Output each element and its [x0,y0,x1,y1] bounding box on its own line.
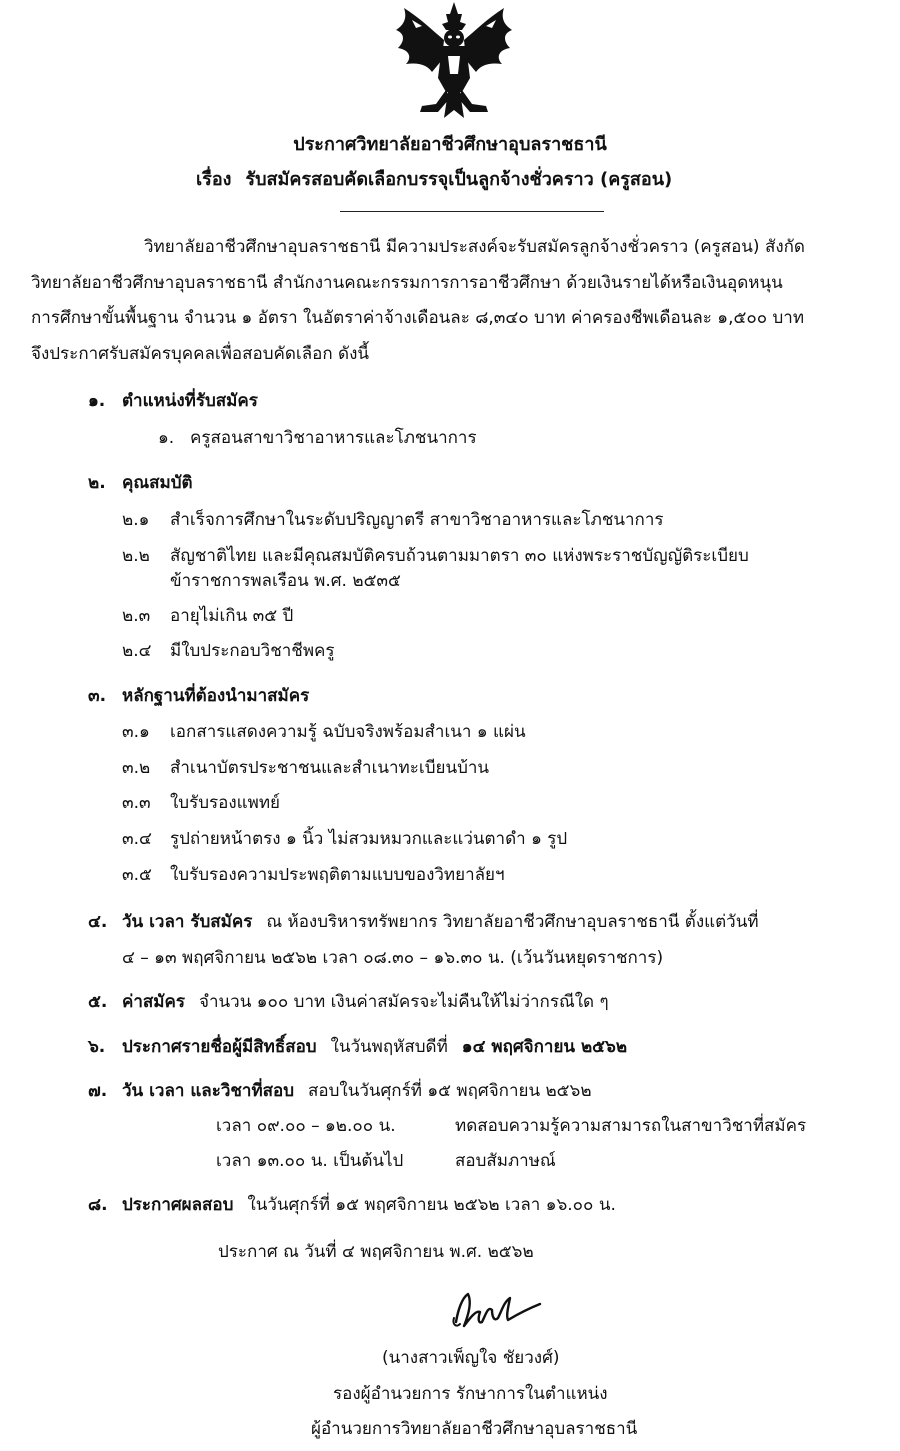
section-6-number: ๖. [88,1037,106,1057]
section-5-title: ค่าสมัคร [122,992,186,1012]
section-7-title: วัน เวลา และวิชาที่สอบ [122,1081,295,1101]
section-6-line [122,1036,627,1058]
s3-item-5-number: ๓.๕ [122,865,152,885]
s1-item-1-text: ครูสอนสาขาวิชาอาหารและโภชนาการ [190,428,477,448]
s2-item-1-number: ๒.๑ [122,510,150,530]
s2-item-2-cont: ข้าราชการพลเรือน พ.ศ. ๒๕๓๕ [170,571,401,591]
section-2-number: ๒. [88,473,106,493]
section-6-text: ในวันพฤหัสบดีที่ [330,1037,448,1057]
s3-item-3-text: ใบรับรองแพทย์ [170,793,280,813]
intro-line-3: การศึกษาขั้นพื้นฐาน จำนวน ๑ อัตรา ในอัตราค่าจ้างเดือนละ ๘,๓๔๐ บาท ค่าครองชีพเดือนละ ๑,๕๐๐ บาท [31,308,805,328]
schedule-2-subject: สอบสัมภาษณ์ [455,1151,556,1171]
s3-item-4-number: ๓.๔ [122,829,152,849]
s3-item-2-text: สำเนาบัตรประชาชนและสำเนาทะเบียนบ้าน [170,758,490,778]
garuda-emblem-icon [392,0,516,122]
schedule-2-time: เวลา ๑๓.๐๐ น. เป็นต้นไป [216,1151,404,1171]
section-8-title: ประกาศผลสอบ [122,1195,234,1215]
s2-item-4-number: ๒.๔ [122,641,152,661]
section-3-title: หลักฐานที่ต้องนำมาสมัคร [122,686,310,706]
s3-item-1-text: เอกสารแสดงความรู้ ฉบับจริงพร้อมสำเนา ๑ แผ่น [170,722,526,742]
section-6-date: ๑๔ พฤศจิกายน ๒๕๖๒ [461,1037,628,1057]
section-6-title: ประกาศรายชื่อผู้มีสิทธิ์สอบ [122,1037,317,1057]
intro-line-1: วิทยาลัยอาชีวศึกษาอุบลราชธานี มีความประสงค์จะรับสมัครลูกจ้างชั่วคราว (ครูสอน) สังกัด [144,237,805,257]
s2-item-3-text: อายุไม่เกิน ๓๕ ปี [170,606,294,626]
section-8-number: ๘. [88,1195,108,1215]
s3-item-4-text: รูปถ่ายหน้าตรง ๑ นิ้ว ไม่สวมหมวกและแว่นตาดำ ๑ รูป [170,829,568,849]
section-4-line [122,911,759,933]
s2-item-3-number: ๒.๓ [122,606,151,626]
section-7-line [122,1080,592,1102]
signer-name: (นางสาวเพ็ญใจ ชัยวงศ์) [382,1348,560,1368]
section-1-title: ตำแหน่งที่รับสมัคร [122,391,258,411]
s2-item-1-text: สำเร็จการศึกษาในระดับปริญญาตรี สาขาวิชาอาหารและโภชนาการ [170,510,664,530]
announce-date: ประกาศ ณ วันที่ ๔ พฤศจิกายน พ.ศ. ๒๕๖๒ [218,1242,534,1262]
section-3-number: ๓. [88,686,107,706]
signer-position-1: รองผู้อำนวยการ รักษาการในตำแหน่ง [333,1384,608,1404]
section-5-number: ๕. [88,992,108,1012]
schedule-1-time: เวลา ๐๙.๐๐ – ๑๒.๐๐ น. [216,1116,396,1136]
s2-item-4-text: มีใบประกอบวิชาชีพครู [170,641,335,661]
section-7-number: ๗. [88,1081,108,1101]
section-4-text-2: ๔ – ๑๓ พฤศจิกายน ๒๕๖๒ เวลา ๐๘.๓๐ – ๑๖.๓๐ น. (เว้นวันหยุดราชการ) [122,948,664,968]
signature-mark [448,1288,544,1336]
section-7-text: สอบในวันศุกร์ที่ ๑๕ พฤศจิกายน ๒๕๖๒ [308,1081,592,1101]
document-title: ประกาศวิทยาลัยอาชีวศึกษาอุบลราชธานี [293,134,607,155]
document-subject [196,169,672,191]
s2-item-2-number: ๒.๒ [122,546,150,566]
schedule-1-subject: ทดสอบความรู้ความสามารถในสาขาวิชาที่สมัคร [455,1116,807,1136]
header-divider [340,211,604,212]
section-5-text: จำนวน ๑๐๐ บาท เงินค่าสมัครจะไม่คืนให้ไม่ว่ากรณีใด ๆ [199,992,609,1012]
intro-line-4: จึงประกาศรับสมัครบุคคลเพื่อสอบคัดเลือก ดังนี้ [31,344,370,364]
section-8-text: ในวันศุกร์ที่ ๑๕ พฤศจิกายน ๒๕๖๒ เวลา ๑๖.๐๐ น. [247,1195,616,1215]
signer-position-2: ผู้อำนวยการวิทยาลัยอาชีวศึกษาอุบลราชธานี [311,1419,638,1439]
s3-item-2-number: ๓.๒ [122,758,151,778]
section-4-title: วัน เวลา รับสมัคร [122,912,253,932]
section-8-line [122,1194,616,1216]
s3-item-5-text: ใบรับรองความประพฤติตามแบบของวิทยาลัยฯ [170,865,505,885]
section-4-number: ๔. [88,912,108,932]
subject-text: รับสมัครสอบคัดเลือกบรรจุเป็นลูกจ้างชั่วคราว (ครูสอน) [245,169,673,190]
section-5-line [122,991,609,1013]
section-1-number: ๑. [88,391,106,411]
section-2-title: คุณสมบัติ [122,473,193,493]
intro-line-2: วิทยาลัยอาชีวศึกษาอุบลราชธานี สำนักงานคณะกรรมการการอาชีวศึกษา ด้วยเงินรายได้หรือเงินอุดหนุน [31,273,783,293]
s3-item-3-number: ๓.๓ [122,793,151,813]
section-4-text: ณ ห้องบริหารทรัพยากร วิทยาลัยอาชีวศึกษาอุบลราชธานี ตั้งแต่วันที่ [266,912,759,932]
s3-item-1-number: ๓.๑ [122,722,150,742]
subject-label: เรื่อง [196,169,232,190]
s2-item-2-text: สัญชาติไทย และมีคุณสมบัติครบถ้วนตามมาตรา ๓๐ แห่งพระราชบัญญัติระเบียบ [170,546,749,566]
s1-item-1-number: ๑. [158,428,175,448]
